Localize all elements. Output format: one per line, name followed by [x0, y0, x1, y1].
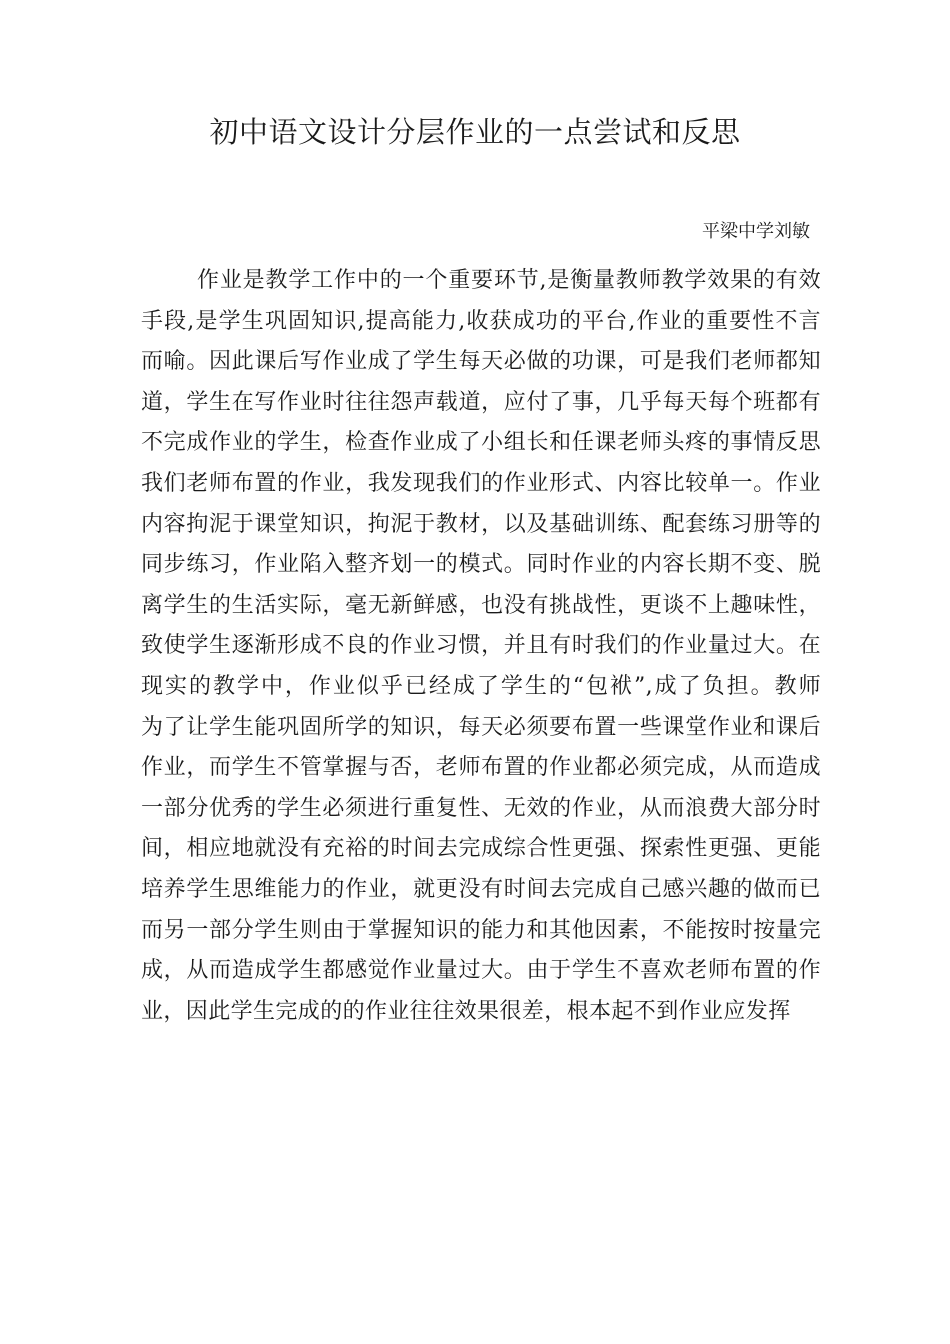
body-line: 致使学生逐渐形成不良的作业习惯，并且有时我们的作业量过大。在	[141, 633, 821, 659]
body-line: 离学生的生活实际，毫无新鲜感，也没有挑战性，更谈不上趣味性，	[141, 592, 821, 618]
body-line: 作业是教学工作中的一个重要环节,是衡量教师教学效果的有效	[197, 268, 821, 293]
body-line: 培养学生思维能力的作业，就更没有时间去完成自己感兴趣的做而已	[141, 876, 821, 902]
body-line: 业，因此学生完成的的作业往往效果很差，根本起不到作业应发挥	[141, 998, 791, 1024]
body-paragraph	[141, 261, 821, 1032]
body-line: 间，相应地就没有充裕的时间去完成综合性更强、探索性更强、更能	[141, 836, 821, 862]
body-line: 成，从而造成学生都感觉作业量过大。由于学生不喜欢老师布置的作	[141, 958, 821, 984]
body-line: 道，学生在写作业时往往怨声载道，应付了事，几乎每天每个班都有	[141, 389, 821, 415]
body-line: 一部分优秀的学生必须进行重复性、无效的作业，从而浪费大部分时	[141, 795, 821, 821]
body-line: 而另一部分学生则由于掌握知识的能力和其他因素，不能按时按量完	[141, 917, 821, 943]
document-title: 初中语文设计分层作业的一点尝试和反思	[209, 115, 741, 149]
author-line: 平梁中学刘敏	[702, 221, 810, 242]
body-line: 不完成作业的学生，检查作业成了小组长和任课老师头疼的事情反思	[141, 430, 821, 456]
body-line: 内容拘泥于课堂知识，拘泥于教材，以及基础训练、配套练习册等的	[141, 511, 821, 537]
body-line: 而喻。因此课后写作业成了学生每天必做的功课，可是我们老师都知	[141, 349, 821, 375]
body-line: 手段,是学生巩固知识,提高能力,收获成功的平台,作业的重要性不言	[141, 308, 821, 334]
body-line: 我们老师布置的作业，我发现我们的作业形式、内容比较单一。作业	[141, 470, 821, 496]
body-line: 作业，而学生不管掌握与否，老师布置的作业都必须完成，从而造成	[141, 755, 821, 781]
body-line: 为了让学生能巩固所学的知识，每天必须要布置一些课堂作业和课后	[141, 714, 821, 740]
body-line: 现实的教学中，作业似乎已经成了学生的“包袱”,成了负担。教师	[141, 673, 821, 699]
body-line: 同步练习，作业陷入整齐划一的模式。同时作业的内容长期不变、脱	[141, 552, 821, 578]
